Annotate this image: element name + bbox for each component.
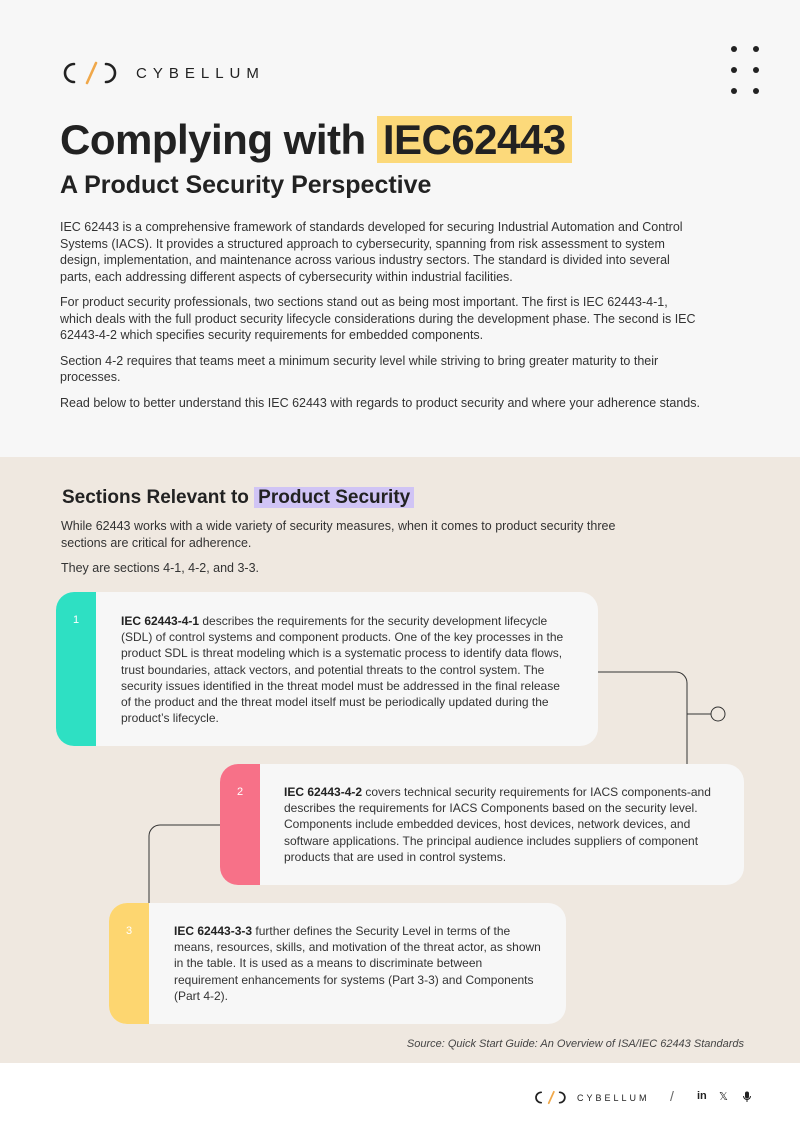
- card-accent-bar: [220, 764, 260, 885]
- intro-paragraph: Section 4-2 requires that teams meet a minimum security level while striving to bring greater maturity to their processes.: [60, 353, 659, 384]
- sections-paragraph: While 62443 works with a wide variety of security measures, when it comes to product security three sections are critical for adherence.: [61, 519, 616, 550]
- linkedin-icon[interactable]: in: [697, 1090, 707, 1102]
- footer-brand-logo[interactable]: [533, 1090, 650, 1105]
- title-highlight: IEC62443: [377, 116, 572, 163]
- intro-paragraph: For product security professionals, two sections stand out as being most important. The first is IEC 62443-4-1, which deals with the full product security lifecycle considerations during the development phase. The second is IEC 62443-4-2 which specifies security requirements for embedded components.: [60, 295, 696, 342]
- page-title: Complying with IEC62443: [60, 116, 572, 164]
- x-icon[interactable]: 𝕏: [719, 1091, 728, 1103]
- footer: [0, 1063, 800, 1133]
- sections-text: [61, 518, 641, 586]
- card-number: 1: [72, 614, 80, 626]
- sections-paragraph: They are sections 4-1, 4-2, and 3-3.: [61, 561, 260, 575]
- brand-logo[interactable]: [60, 60, 265, 86]
- card-accent-bar: [109, 903, 149, 1024]
- card-code: IEC 62443-3-3: [174, 924, 253, 938]
- footer-separator: /: [670, 1088, 674, 1104]
- sections-title-highlight: Product Security: [254, 487, 414, 508]
- intro-text: [60, 219, 700, 420]
- footer-brand-name: CYBELLUM: [577, 1092, 650, 1103]
- intro-paragraph: Read below to better understand this IEC 62443 with regards to product security and where your adherence stands.: [60, 395, 700, 410]
- intro-paragraph: IEC 62443 is a comprehensive framework of standards developed for securing Industrial Automation and Control Systems (IACS). It provides a structured approach to cybersecurity, spanning from risk assessment to system design, implementation, and maintenance across various industry sectors. The standard is divided into several parts, each addressing different aspects of cybersecurity within industrial facilities.: [60, 220, 683, 284]
- section-card-4-2: [220, 764, 744, 885]
- card-body: IEC 62443-4-1 describes the requirements for the security development lifecycle (SDL) of control systems and component products. One of the key processes in the product SDL is threat modeling which is a systematic process to identify data flows, trust boundaries, attack vectors, and potential threats to the control system. The security issues identified in the threat model must be addressed in the final release of the product and the threat model itself must be periodically updated during the product’s lifecycle.: [121, 614, 564, 726]
- brand-name: CYBELLUM: [136, 64, 265, 82]
- card-number: 2: [236, 786, 244, 798]
- sections-title: Sections Relevant to Product Security: [62, 487, 414, 509]
- source-citation: Source: Quick Start Guide: An Overview of ISA/IEC 62443 Standards: [406, 1038, 744, 1050]
- section-card-3-3: [109, 903, 566, 1024]
- menu-dots-icon[interactable]: [731, 46, 761, 94]
- card-body: IEC 62443-4-2 covers technical security requirements for IACS components-and describes the requirements for IACS Components based on the security level. Components include embedded devices, host devices, network devices, and software applications. The principal audience includes suppliers of component products that are used in control systems.: [284, 785, 711, 864]
- page-subtitle: A Product Security Perspective: [60, 171, 432, 199]
- section-card-4-1: [56, 592, 598, 746]
- card-code: IEC 62443-4-2: [284, 785, 363, 799]
- cybellum-logo-icon: [533, 1090, 569, 1105]
- card-code: IEC 62443-4-1: [121, 614, 200, 628]
- cybellum-logo-icon: [60, 60, 122, 86]
- podcast-mic-icon[interactable]: [742, 1091, 752, 1103]
- card-body: IEC 62443-3-3 further defines the Security Level in terms of the means, resources, skills, and motivation of the threat actor, as shown in the table. It is used as a means to discriminate between requirement enhancements for systems (Part 3-3) and Components (Part 4-2).: [174, 924, 541, 1003]
- card-number: 3: [125, 925, 133, 937]
